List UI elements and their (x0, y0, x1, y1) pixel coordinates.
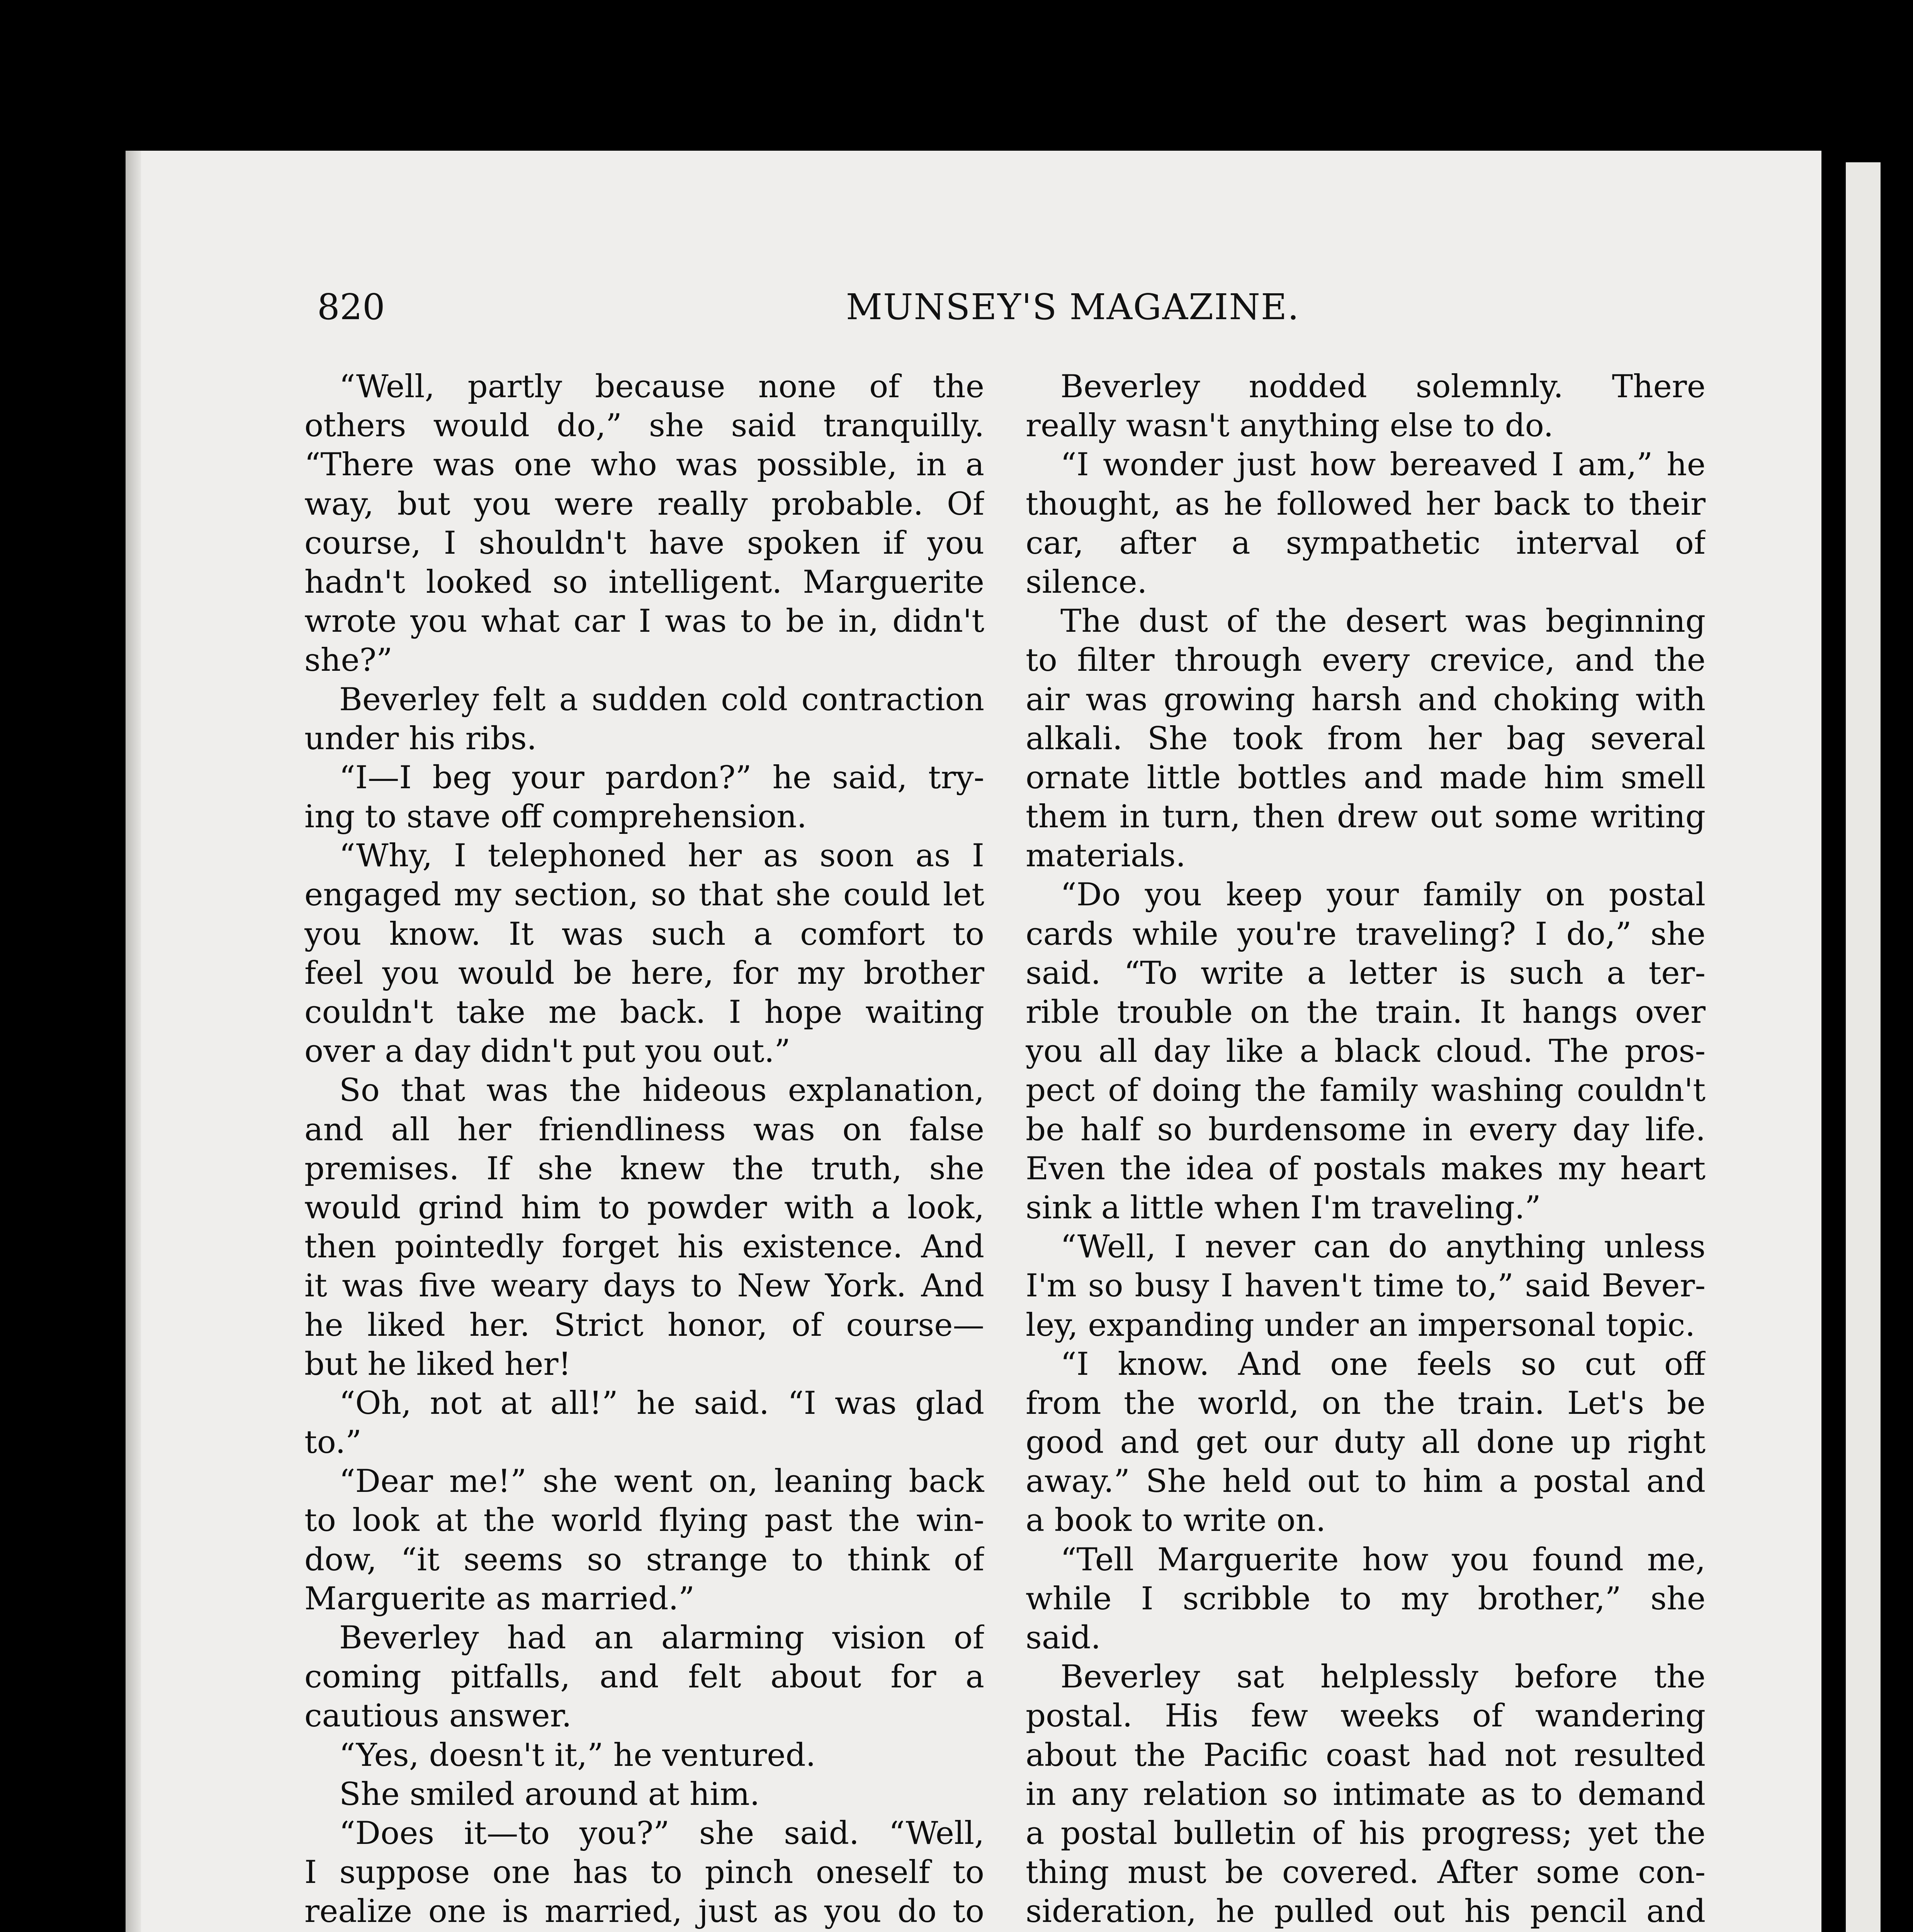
text-line: She smiled around at him. (339, 1776, 760, 1813)
text-line: “There was one who was possible, in a (304, 446, 984, 483)
text-line: “I wonder just how bereaved I am,” he (1060, 446, 1706, 483)
text-line: way, but you were really probable. Of (304, 485, 984, 522)
text-line: ley, expanding under an impersonal topic. (1026, 1306, 1696, 1344)
text-line: I suppose one has to pinch oneself to (304, 1854, 984, 1891)
text-line: Beverley nodded solemnly. There (1060, 368, 1706, 405)
text-line: it was five weary days to New York. And (304, 1267, 984, 1304)
text-line: to filter through every crevice, and the (1026, 642, 1706, 679)
text-line: rible trouble on the train. It hangs over (1026, 994, 1706, 1031)
text-line: from the world, on the train. Let's be (1026, 1384, 1706, 1422)
page-binding-shadow (126, 151, 141, 1932)
text-line: “Yes, doesn't it,” he ventured. (339, 1736, 816, 1774)
text-line: coming pitfalls, and felt about for a (304, 1658, 984, 1696)
text-line: over a day didn't put you out.” (304, 1033, 791, 1070)
text-line: “Well, I never can do anything unless (1060, 1228, 1706, 1265)
text-line: under his ribs. (304, 720, 537, 757)
text-line: you know. It was such a comfort to (304, 915, 984, 952)
text-line: sink a little when I'm traveling.” (1026, 1189, 1541, 1226)
text-line: you all day like a black cloud. The pros- (1026, 1033, 1706, 1070)
text-line: “Well, partly because none of the (339, 368, 984, 405)
text-line: said. “To write a letter is such a ter- (1026, 954, 1706, 992)
text-line: said. (1026, 1619, 1101, 1656)
text-line: thing must be covered. After some con- (1026, 1854, 1706, 1891)
page-number: 820 (317, 286, 385, 328)
text-line: a postal bulletin of his progress; yet the (1026, 1815, 1706, 1852)
running-title: MUNSEY'S MAGAZINE. (846, 286, 1300, 328)
text-line: hadn't looked so intelligent. Marguerite (304, 563, 984, 600)
text-line: to.” (304, 1424, 362, 1461)
text-line: would grind him to powder with a look, (304, 1189, 984, 1226)
right-column-before-letter (1026, 367, 1706, 1932)
text-line: ornate little bottles and made him smell (1026, 759, 1706, 796)
text-line: dow, “it seems so strange to think of (304, 1541, 984, 1578)
text-line: wrote you what car I was to be in, didn't (304, 603, 984, 640)
text-line: Even the idea of postals makes my heart (1026, 1150, 1706, 1187)
text-line: The dust of the desert was beginning (1060, 603, 1706, 640)
text-line: she?” (304, 642, 392, 679)
text-line: to look at the world flying past the win- (304, 1502, 984, 1539)
text-line: “Do you keep your family on postal (1060, 876, 1706, 913)
text-line: materials. (1026, 837, 1186, 874)
text-line: silence. (1026, 563, 1147, 600)
text-line: feel you would be here, for my brother (304, 954, 984, 992)
text-line: ing to stave off comprehension. (304, 798, 807, 835)
text-line: be half so burdensome in every day life. (1026, 1111, 1706, 1148)
text-line: “Tell Marguerite how you found me, (1060, 1541, 1706, 1578)
text-line: good and get our duty all done up right (1026, 1424, 1706, 1461)
text-line: premises. If she knew the truth, she (304, 1150, 984, 1187)
text-line: “Oh, not at all!” he said. “I was glad (339, 1384, 984, 1422)
text-line: then pointedly forget his existence. And (304, 1228, 984, 1265)
text-line: “Why, I telephoned her as soon as I (339, 837, 984, 874)
text-line: and all her friendliness was on false (304, 1111, 984, 1148)
adjacent-page-edge (1846, 162, 1881, 1932)
text-line: postal. His few weeks of wandering (1026, 1697, 1706, 1735)
text-line: others would do,” she said tranquilly. (304, 407, 984, 444)
text-line: cautious answer. (304, 1697, 572, 1735)
text-line: “I know. And one feels so cut off (1060, 1345, 1706, 1383)
text-line: away.” She held out to him a postal and (1026, 1463, 1706, 1500)
text-line: he liked her. Strict honor, of course— (304, 1306, 984, 1344)
text-line: cards while you're traveling? I do,” she (1026, 915, 1706, 952)
text-line: “Dear me!” she went on, leaning back (339, 1463, 984, 1500)
text-line: So that was the hideous explanation, (339, 1072, 984, 1109)
text-line: “Does it—to you?” she said. “Well, (339, 1815, 984, 1852)
page-header (317, 278, 1821, 336)
text-line: Beverley felt a sudden cold contraction (339, 681, 984, 718)
text-line: in any relation so intimate as to demand (1026, 1776, 1706, 1813)
text-line: them in turn, then drew out some writing (1026, 798, 1706, 835)
text-line: Beverley had an alarming vision of (339, 1619, 984, 1656)
magazine-page (126, 151, 1821, 1932)
text-line: really wasn't anything else to do. (1026, 407, 1554, 444)
text-line: a book to write on. (1026, 1502, 1326, 1539)
text-line: “I—I beg your pardon?” he said, try- (339, 759, 984, 796)
left-column (304, 367, 984, 1932)
text-line: sideration, he pulled out his pencil and (1026, 1893, 1706, 1930)
text-line: course, I shouldn't have spoken if you (304, 524, 984, 561)
text-line: Beverley sat helplessly before the (1060, 1658, 1706, 1696)
text-line: but he liked her! (304, 1345, 571, 1383)
text-line: alkali. She took from her bag several (1026, 720, 1706, 757)
text-line: car, after a sympathetic interval of (1026, 524, 1706, 561)
text-line: pect of doing the family washing couldn't (1026, 1072, 1706, 1109)
text-line: engaged my section, so that she could let (304, 876, 984, 913)
text-line: Marguerite as married.” (304, 1580, 695, 1617)
text-line: thought, as he followed her back to their (1026, 485, 1706, 522)
text-line: while I scribble to my brother,” she (1026, 1580, 1706, 1617)
text-line: about the Pacific coast had not resulted (1026, 1736, 1706, 1774)
text-line: I'm so busy I haven't time to,” said Bever- (1026, 1267, 1706, 1304)
text-line: couldn't take me back. I hope waiting (304, 994, 984, 1031)
text-line: air was growing harsh and choking with (1026, 681, 1706, 718)
text-line: realize one is married, just as you do to (304, 1893, 984, 1930)
right-column (1026, 367, 1706, 1932)
